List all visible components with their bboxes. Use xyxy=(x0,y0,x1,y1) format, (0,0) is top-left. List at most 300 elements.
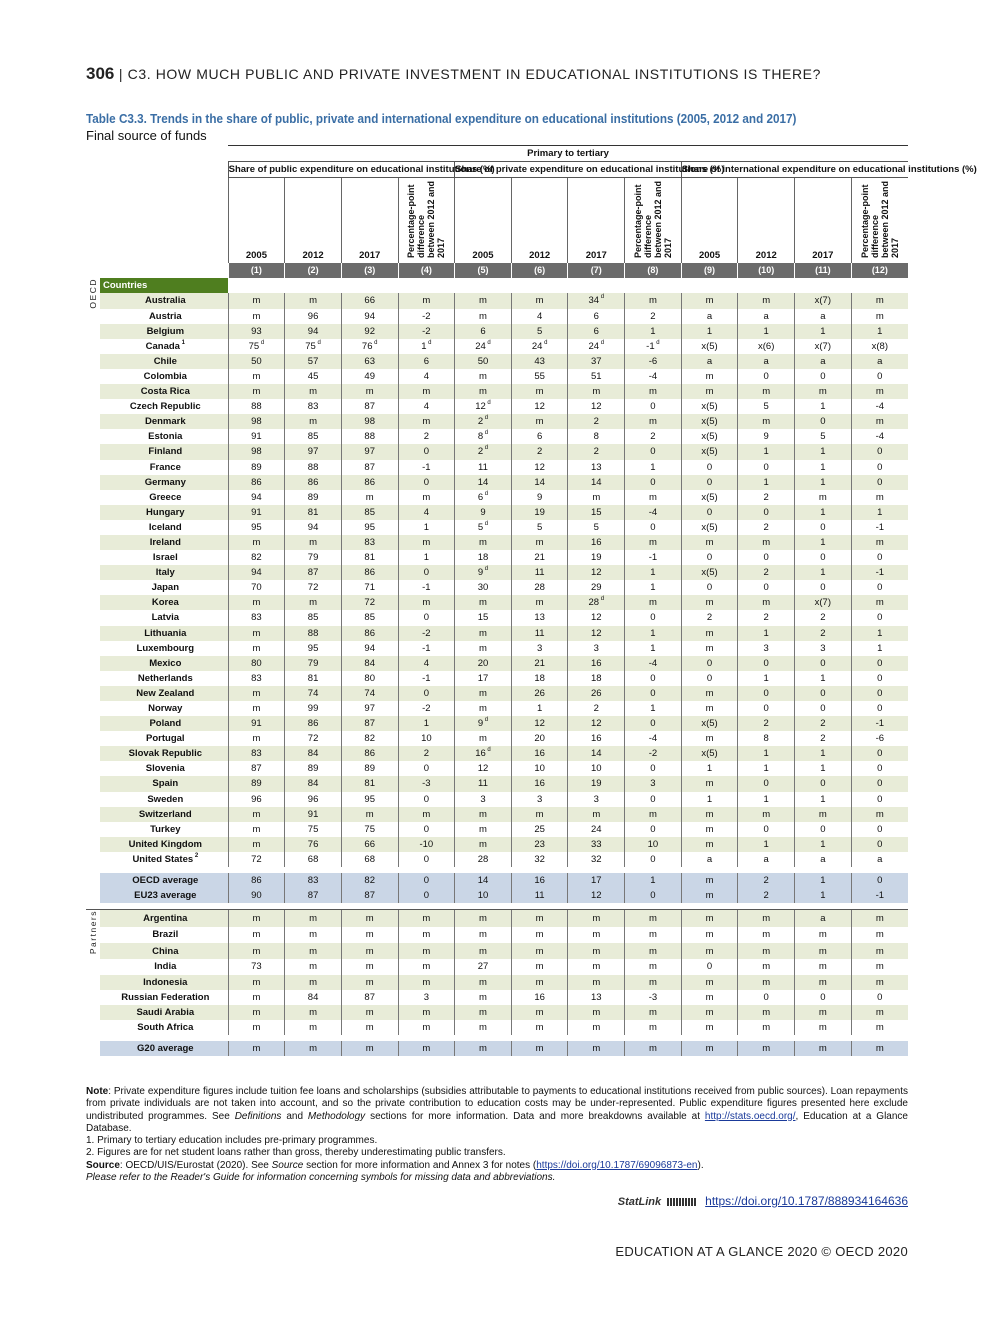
table-cell: 20 xyxy=(511,731,568,746)
countries-header-row xyxy=(86,278,908,293)
table-cell: m xyxy=(455,293,512,308)
table-cell: m xyxy=(738,535,795,550)
table-cell: m xyxy=(455,1005,512,1020)
table-cell: 1 xyxy=(738,746,795,761)
table-cell: m xyxy=(398,535,455,550)
table-cell: m xyxy=(568,490,625,505)
table-cell: 0 xyxy=(795,580,852,595)
table-cell: 21 xyxy=(511,550,568,565)
column-number: (4) xyxy=(398,263,455,278)
table-cell: a xyxy=(851,852,908,867)
table-cell: m xyxy=(228,595,285,610)
table-cell: 2 xyxy=(795,610,852,625)
column-number: (7) xyxy=(568,263,625,278)
table-cell: 1 xyxy=(625,565,682,580)
table-cell: 5 xyxy=(738,399,795,414)
table-cell: 75 xyxy=(341,822,398,837)
table-cell: m xyxy=(398,293,455,308)
table-cell: 8 xyxy=(568,429,625,444)
table-cell: m xyxy=(341,943,398,959)
table-cell: m xyxy=(738,975,795,990)
table-cell: 87 xyxy=(341,888,398,903)
table-cell: m xyxy=(625,1020,682,1035)
level-header: Primary to tertiary xyxy=(228,146,908,162)
table-cell: 0 xyxy=(851,873,908,888)
table-cell: -1 xyxy=(851,716,908,731)
table-row xyxy=(86,565,908,580)
table-cell: 6 xyxy=(398,354,455,369)
table-cell: 0 xyxy=(738,701,795,716)
table-cell: 6 xyxy=(511,429,568,444)
table-cell: 72 xyxy=(285,580,342,595)
table-cell: m xyxy=(681,384,738,399)
table-cell: 2 xyxy=(625,429,682,444)
table-subtitle: Final source of funds xyxy=(86,128,207,143)
row-label: United Kingdom xyxy=(100,837,228,852)
table-cell: 0 xyxy=(851,701,908,716)
row-label: Latvia xyxy=(100,610,228,625)
year-header: Percentage-point difference between 2012 and 2017 xyxy=(851,178,908,264)
table-cell: 11 xyxy=(455,460,512,475)
table-cell: a xyxy=(681,354,738,369)
table-cell: m xyxy=(228,975,285,990)
table-cell: m xyxy=(285,910,342,927)
row-label: Israel xyxy=(100,550,228,565)
table-cell: 75 $^d$ xyxy=(228,339,285,354)
table-cell: 0 xyxy=(398,761,455,776)
table-cell: 85 xyxy=(285,429,342,444)
row-label: Australia xyxy=(100,293,228,308)
table-cell: 15 xyxy=(568,505,625,520)
table-row xyxy=(86,309,908,324)
table-cell: m xyxy=(738,293,795,308)
table-cell: m xyxy=(851,414,908,429)
table-cell: m xyxy=(455,837,512,852)
table-cell: 1 xyxy=(795,671,852,686)
partners-side-label: Partners xyxy=(86,910,100,960)
table-cell: a xyxy=(851,354,908,369)
table-cell: 89 xyxy=(285,490,342,505)
table-cell: 2 xyxy=(795,626,852,641)
table-cell: 1 xyxy=(795,792,852,807)
table-cell: m xyxy=(455,1020,512,1035)
table-cell: 0 xyxy=(398,565,455,580)
table-cell: 74 xyxy=(341,686,398,701)
table-cell: 18 xyxy=(568,671,625,686)
column-number: (9) xyxy=(681,263,738,278)
table-cell: 1 xyxy=(851,626,908,641)
table-cell: 12 xyxy=(568,565,625,580)
table-cell: 5 $^d$ xyxy=(455,520,512,535)
table-cell: x(5) xyxy=(681,339,738,354)
table-cell: -1 xyxy=(398,671,455,686)
table-cell: 88 xyxy=(341,429,398,444)
table-cell: 72 xyxy=(228,852,285,867)
table-cell: m xyxy=(851,1020,908,1035)
table-cell: 0 xyxy=(625,686,682,701)
table-cell: -3 xyxy=(625,990,682,1005)
table-cell: m xyxy=(851,943,908,959)
table-cell: x(6) xyxy=(738,339,795,354)
row-label: New Zealand xyxy=(100,686,228,701)
year-header: 2012 xyxy=(738,178,795,264)
table-cell: -4 xyxy=(851,429,908,444)
table-cell: 0 xyxy=(681,475,738,490)
table-cell: m xyxy=(341,807,398,822)
table-row xyxy=(86,460,908,475)
table-cell: m xyxy=(398,1005,455,1020)
row-label: Italy xyxy=(100,565,228,580)
row-label: Greece xyxy=(100,490,228,505)
table-cell: 1 xyxy=(625,626,682,641)
table-cell: 2 xyxy=(738,873,795,888)
table-cell: 0 xyxy=(795,822,852,837)
table-cell: 1 xyxy=(625,580,682,595)
table-cell: m xyxy=(455,595,512,610)
table-cell: 0 xyxy=(795,414,852,429)
table-cell: 0 xyxy=(738,580,795,595)
table-cell: 0 xyxy=(625,716,682,731)
row-label: South Africa xyxy=(100,1020,228,1035)
table-cell: m xyxy=(511,959,568,974)
table-cell: 86 xyxy=(341,746,398,761)
table-cell: 0 xyxy=(625,610,682,625)
year-header: 2017 xyxy=(341,178,398,264)
table-cell: x(7) xyxy=(795,595,852,610)
table-cell: m xyxy=(568,807,625,822)
table-cell: 1 xyxy=(398,550,455,565)
table-cell: 9 xyxy=(738,429,795,444)
table-cell: m xyxy=(455,641,512,656)
table-cell: 1 xyxy=(795,460,852,475)
table-cell: m xyxy=(568,975,625,990)
table-cell: 24 $^d$ xyxy=(511,339,568,354)
table-cell: 1 xyxy=(795,565,852,580)
table-cell: 98 xyxy=(228,414,285,429)
table-cell: -1 xyxy=(851,565,908,580)
source-doi-link[interactable]: https://doi.org/10.1787/69096873-en xyxy=(536,1159,698,1171)
table-cell: a xyxy=(795,852,852,867)
statlink-url[interactable]: https://doi.org/10.1787/888934164636 xyxy=(705,1194,908,1208)
table-cell: -2 xyxy=(398,324,455,339)
table-cell: 83 xyxy=(228,610,285,625)
table-cell: a xyxy=(681,309,738,324)
table-row xyxy=(86,822,908,837)
table-cell: a xyxy=(681,852,738,867)
table-cell: m xyxy=(398,384,455,399)
table-row xyxy=(86,505,908,520)
table-cell: 1 xyxy=(398,716,455,731)
table-row xyxy=(86,580,908,595)
table-cell: m xyxy=(511,293,568,308)
table-cell: 0 xyxy=(681,550,738,565)
table-cell: m xyxy=(851,1005,908,1020)
table-cell: m xyxy=(228,1005,285,1020)
table-cell: 11 xyxy=(455,776,512,791)
table-cell: 2 $^d$ xyxy=(455,444,512,459)
table-cell: 81 xyxy=(285,671,342,686)
table-cell: 81 xyxy=(341,776,398,791)
table-cell: m xyxy=(511,414,568,429)
table-cell: 14 xyxy=(455,873,512,888)
table-cell: 16 xyxy=(511,776,568,791)
year-header: 2005 xyxy=(681,178,738,264)
year-header: 2012 xyxy=(285,178,342,264)
table-cell: x(5) xyxy=(681,520,738,535)
table-cell: m xyxy=(738,595,795,610)
table-cell: m xyxy=(795,384,852,399)
table-cell: 18 xyxy=(511,671,568,686)
table-cell: 14 xyxy=(455,475,512,490)
table-cell: 0 xyxy=(795,550,852,565)
table-cell: 1 xyxy=(795,873,852,888)
table-cell: 82 xyxy=(228,550,285,565)
table-row xyxy=(86,550,908,565)
table-cell: 94 xyxy=(228,565,285,580)
table-cell: -4 xyxy=(625,656,682,671)
table-cell: 9 $^d$ xyxy=(455,716,512,731)
table-cell: m xyxy=(455,369,512,384)
row-label: Colombia xyxy=(100,369,228,384)
table-cell: 2 xyxy=(795,731,852,746)
table-cell: 90 xyxy=(228,888,285,903)
row-label: Slovak Republic xyxy=(100,746,228,761)
table-cell: m xyxy=(738,807,795,822)
table-cell: 2 xyxy=(738,565,795,580)
table-cell: 24 $^d$ xyxy=(568,339,625,354)
table-cell: -2 xyxy=(398,701,455,716)
table-cell: 3 xyxy=(455,792,512,807)
table-cell: m xyxy=(568,1005,625,1020)
column-number: (10) xyxy=(738,263,795,278)
table-cell: m xyxy=(625,535,682,550)
table-cell: 0 xyxy=(851,671,908,686)
table-cell: m xyxy=(851,927,908,943)
table-cell: 3 xyxy=(568,641,625,656)
table-cell: 55 xyxy=(511,369,568,384)
table-cell: 1 xyxy=(851,505,908,520)
table-cell: 85 xyxy=(285,610,342,625)
table-cell: 14 xyxy=(511,475,568,490)
table-cell: 17 xyxy=(568,873,625,888)
table-cell: 74 xyxy=(285,686,342,701)
table-cell: 0 xyxy=(398,852,455,867)
row-label: Spain xyxy=(100,776,228,791)
table-row xyxy=(86,369,908,384)
countries-label: Countries xyxy=(100,278,228,293)
table-cell: m xyxy=(455,701,512,716)
table-cell: 20 xyxy=(455,656,512,671)
table-cell: -1 xyxy=(398,580,455,595)
table-cell: x(5) xyxy=(681,414,738,429)
table-cell: 0 xyxy=(398,792,455,807)
table-row xyxy=(86,990,908,1005)
table-cell: 0 xyxy=(398,686,455,701)
chapter-title: C3. HOW MUCH PUBLIC AND PRIVATE INVESTMENT IN EDUCATIONAL INSTITUTIONS IS THERE? xyxy=(127,66,822,82)
table-cell: 0 xyxy=(738,990,795,1005)
statlink-logo-icon xyxy=(667,1198,697,1206)
table-cell: 63 xyxy=(341,354,398,369)
table-row xyxy=(86,927,908,943)
table-cell: m xyxy=(851,807,908,822)
table-cell: 10 xyxy=(398,731,455,746)
table-cell: m xyxy=(681,943,738,959)
table-cell: 10 xyxy=(455,888,512,903)
table-cell: 2 xyxy=(511,444,568,459)
table-cell: 79 xyxy=(285,550,342,565)
table-cell: m xyxy=(738,943,795,959)
table-row xyxy=(86,837,908,852)
table-cell: 0 xyxy=(851,686,908,701)
year-header: 2017 xyxy=(568,178,625,264)
table-cell: 32 xyxy=(568,852,625,867)
table-cell: 8 xyxy=(738,731,795,746)
table-cell: m xyxy=(738,414,795,429)
table-cell: 12 xyxy=(568,626,625,641)
table-cell: m xyxy=(455,535,512,550)
table-cell: 12 xyxy=(511,399,568,414)
table-cell: 6 xyxy=(455,324,512,339)
table-cell: 21 xyxy=(511,656,568,671)
row-label: Portugal xyxy=(100,731,228,746)
table-row xyxy=(86,671,908,686)
table-cell: a xyxy=(738,309,795,324)
table-cell: m xyxy=(851,535,908,550)
table-cell: m xyxy=(398,943,455,959)
row-label: Hungary xyxy=(100,505,228,520)
table-cell: m xyxy=(228,822,285,837)
table-cell: 86 xyxy=(341,475,398,490)
table-row xyxy=(86,414,908,429)
row-label: Russian Federation xyxy=(100,990,228,1005)
table-cell: 19 xyxy=(568,550,625,565)
table-cell: 0 xyxy=(738,505,795,520)
row-label: Japan xyxy=(100,580,228,595)
table-cell: m xyxy=(851,309,908,324)
table-cell: m xyxy=(285,959,342,974)
table-cell: 11 xyxy=(511,565,568,580)
table-cell: 17 xyxy=(455,671,512,686)
table-cell: m xyxy=(795,927,852,943)
table-cell: 1 xyxy=(738,626,795,641)
row-label: United States $^2$ xyxy=(100,852,228,867)
table-cell: 0 xyxy=(625,520,682,535)
table-cell: 9 xyxy=(455,505,512,520)
table-cell: 4 xyxy=(398,369,455,384)
table-cell: 3 xyxy=(738,641,795,656)
table-cell: 0 xyxy=(398,444,455,459)
table-cell: 28 xyxy=(511,580,568,595)
oecd-side-label: OECD xyxy=(88,278,98,309)
table-cell: m xyxy=(568,959,625,974)
table-cell: 87 xyxy=(285,565,342,580)
table-cell: 72 xyxy=(285,731,342,746)
table-cell: 81 xyxy=(285,505,342,520)
table-cell: 1 xyxy=(681,324,738,339)
stats-oecd-link[interactable]: http://stats.oecd.org/ xyxy=(704,1110,796,1122)
table-cell: m xyxy=(511,807,568,822)
table-cell: 84 xyxy=(285,776,342,791)
note-paragraph: Note: Private expenditure figures include tuition fee loans and scholarships (subsidies attributable to payments to educational institutions received from public sources). Loan repayments from private individuals are not taken into account, and so the private contribution to education costs may be under-represented. Public expenditure figures presented here exclude undistributed programmes. See Definitions and Methodology sections for more information. Data and more breakdowns available at http://stats.oecd.org/, Education at a Glance Database. xyxy=(86,1086,908,1134)
table-cell: m xyxy=(341,910,398,927)
table-cell: 0 xyxy=(681,671,738,686)
table-row xyxy=(86,873,908,888)
table-cell: m xyxy=(285,595,342,610)
table-cell: 1 xyxy=(851,324,908,339)
table-cell: m xyxy=(398,959,455,974)
row-label: Mexico xyxy=(100,656,228,671)
table-cell: x(7) xyxy=(795,339,852,354)
table-cell: m xyxy=(398,927,455,943)
row-label: OECD average xyxy=(100,873,228,888)
table-cell: m xyxy=(455,309,512,324)
table-cell: m xyxy=(341,927,398,943)
table-cell: 19 xyxy=(511,505,568,520)
table-cell: 1 xyxy=(795,324,852,339)
table-cell: m xyxy=(625,807,682,822)
table-cell: m xyxy=(568,1041,625,1056)
table-cell: 15 xyxy=(455,610,512,625)
table-cell: 12 xyxy=(511,716,568,731)
table-row xyxy=(86,746,908,761)
table-cell: m xyxy=(625,293,682,308)
page-header xyxy=(86,64,821,84)
table-cell: 1 xyxy=(795,505,852,520)
table-cell: 86 xyxy=(228,873,285,888)
table-row xyxy=(86,399,908,414)
table-cell: 5 xyxy=(795,429,852,444)
table-cell: 6 xyxy=(568,324,625,339)
table-cell: m xyxy=(681,701,738,716)
table-cell: m xyxy=(681,873,738,888)
table-cell: 83 xyxy=(285,399,342,414)
row-label: Canada $^1$ xyxy=(100,339,228,354)
table-cell: m xyxy=(851,910,908,927)
table-cell: 12 xyxy=(568,716,625,731)
table-cell: 70 xyxy=(228,580,285,595)
table-cell: m xyxy=(511,910,568,927)
table-cell: -3 xyxy=(398,776,455,791)
table-cell: m xyxy=(625,490,682,505)
table-cell: 12 xyxy=(511,460,568,475)
table-cell: m xyxy=(398,1041,455,1056)
row-label: Switzerland xyxy=(100,807,228,822)
row-label: Lithuania xyxy=(100,626,228,641)
table-cell: 6 xyxy=(568,309,625,324)
table-cell: 6 $^d$ xyxy=(455,490,512,505)
statlink-label: StatLink xyxy=(617,1196,662,1208)
table-cell: 5 xyxy=(511,520,568,535)
table-cell: 97 xyxy=(341,701,398,716)
table-cell: m xyxy=(228,943,285,959)
table-cell: 94 xyxy=(341,641,398,656)
row-label: Costa Rica xyxy=(100,384,228,399)
table-cell: 5 xyxy=(511,324,568,339)
table-cell: m xyxy=(795,975,852,990)
table-row xyxy=(86,910,908,927)
table-cell: m xyxy=(341,959,398,974)
table-cell: 3 xyxy=(511,641,568,656)
table-cell: 16 xyxy=(568,656,625,671)
year-header: Percentage-point difference between 2012 and 2017 xyxy=(398,178,455,264)
table-cell: 87 xyxy=(285,888,342,903)
table-cell: a xyxy=(738,852,795,867)
table-cell: m xyxy=(511,535,568,550)
table-cell: 2 xyxy=(738,888,795,903)
group-header-private: Share of private expenditure on educational institutions (%) xyxy=(455,162,682,178)
table-cell: a xyxy=(795,354,852,369)
table-cell: m xyxy=(681,626,738,641)
